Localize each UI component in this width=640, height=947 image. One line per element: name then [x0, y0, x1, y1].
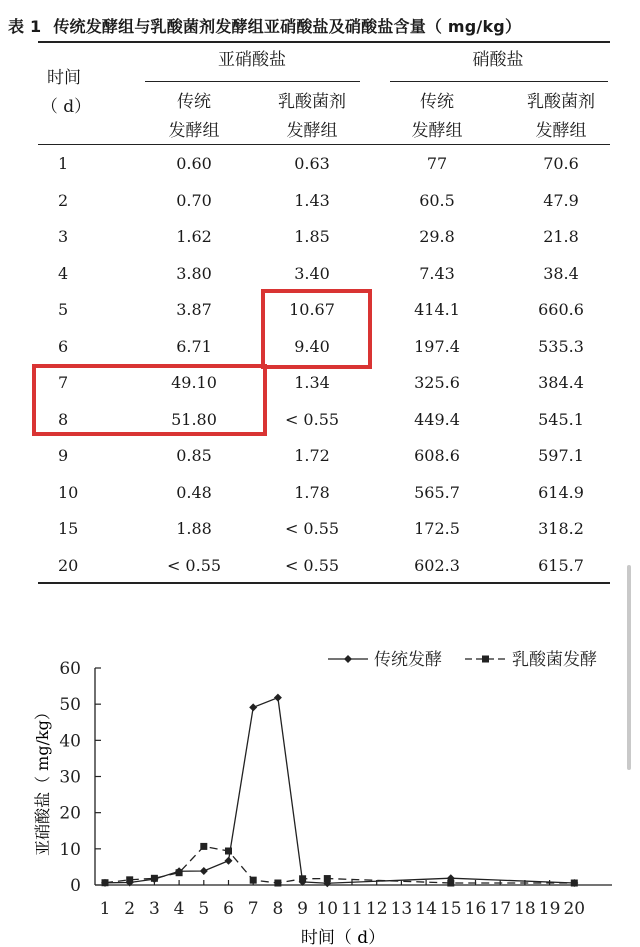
chart-x-tick-label: 5	[198, 899, 210, 919]
header-group-nitrite: 亚硝酸盐	[218, 50, 286, 70]
cell-nitrite-traditional: 1.62	[176, 227, 212, 246]
cell-nitrate-traditional: 608.6	[414, 446, 460, 465]
cell-nitrite-lab: < 0.55	[284, 519, 340, 538]
point-lab	[447, 880, 454, 887]
chart-x-tick-label: 14	[415, 899, 437, 919]
cell-day: 9	[58, 446, 69, 465]
cell-nitrite-traditional: 0.48	[176, 482, 212, 502]
cell-nitrate-lab: 597.1	[538, 446, 584, 465]
cell-nitrate-traditional: 602.3	[414, 555, 460, 575]
chart-x-tick-label: 6	[223, 899, 234, 919]
cell-day: 4	[58, 263, 69, 283]
point-lab	[250, 877, 257, 884]
cell-nitrate-lab: 615.7	[538, 555, 584, 575]
header-nitrite-traditional-2: 发酵组	[168, 121, 220, 141]
cell-nitrite-traditional: 3.87	[176, 300, 212, 319]
cell-nitrate-lab: 38.4	[543, 263, 579, 283]
chart-x-tick-label: 1	[99, 899, 111, 919]
legend-label-lab: 乳酸菌发酵	[512, 650, 597, 670]
table-number: 表 1	[8, 17, 42, 36]
cell-nitrite-traditional: 1.88	[176, 519, 212, 538]
cell-day: 1	[58, 154, 69, 173]
legend-marker-lab	[482, 656, 489, 663]
cell-nitrite-lab: 0.63	[294, 154, 330, 173]
cell-nitrate-lab: 384.4	[538, 373, 584, 392]
cell-nitrate-lab: 614.9	[538, 482, 584, 502]
chart-x-axis-label: 时间（ d）	[300, 928, 386, 947]
chart-y-tick-label: 30	[59, 767, 81, 788]
legend-marker-traditional	[344, 655, 352, 663]
header-group-nitrate: 硝酸盐	[472, 50, 524, 70]
cell-nitrite-traditional: < 0.55	[166, 555, 222, 575]
chart-x-tick-label: 13	[390, 899, 413, 919]
cell-nitrate-traditional: 197.4	[414, 336, 460, 356]
chart-legend	[328, 650, 597, 670]
chart-x-tick-label: 9	[297, 899, 309, 919]
cell-nitrite-lab: 10.67	[289, 300, 335, 319]
cell-nitrate-lab: 21.8	[543, 227, 579, 246]
header-nitrite-lab-2: 发酵组	[286, 121, 338, 141]
cell-nitrate-traditional: 449.4	[414, 409, 460, 429]
chart-x-tick-label: 17	[489, 899, 512, 919]
cell-nitrite-traditional: 0.70	[176, 190, 212, 210]
cell-day: 6	[58, 336, 69, 356]
point-lab	[324, 875, 331, 882]
point-lab	[200, 843, 207, 850]
point-lab	[102, 879, 109, 886]
cell-nitrate-traditional: 29.8	[419, 227, 455, 246]
cell-day: 3	[58, 227, 69, 246]
cell-nitrate-traditional: 325.6	[414, 373, 460, 392]
header-nitrite-lab-1: 乳酸菌剂	[278, 92, 346, 112]
cell-nitrite-traditional: 0.85	[176, 446, 212, 465]
cell-nitrate-lab: 535.3	[538, 336, 584, 356]
point-traditional	[225, 857, 233, 865]
point-lab	[151, 875, 158, 882]
chart-y-tick-label: 10	[59, 839, 81, 860]
point-traditional	[200, 867, 208, 875]
legend-label-traditional: 传统发酵	[374, 650, 442, 670]
header-nitrate-traditional-2: 发酵组	[411, 121, 463, 141]
chart-series	[101, 694, 578, 888]
cell-nitrite-lab: 3.40	[294, 263, 330, 283]
cell-nitrite-traditional: 3.80	[176, 263, 212, 283]
chart-y-tick-label: 0	[70, 876, 81, 896]
cell-nitrate-lab: 318.2	[538, 519, 584, 538]
header-nitrite-traditional-1: 传统	[177, 92, 211, 112]
point-lab	[274, 880, 281, 887]
chart-y-tick-label: 50	[59, 695, 81, 716]
cell-nitrate-lab: 70.6	[543, 154, 579, 173]
chart-x-tick-label: 7	[247, 899, 259, 919]
cell-nitrate-traditional: 60.5	[419, 190, 455, 210]
chart-y-tick-label: 40	[59, 731, 81, 752]
cell-nitrite-traditional: 49.10	[171, 373, 217, 392]
cell-day: 10	[58, 482, 79, 502]
chart-y-tick-label: 20	[59, 803, 81, 824]
series-line-traditional	[105, 698, 574, 884]
chart-x-tick-label: 12	[365, 899, 388, 919]
cell-nitrite-traditional: 0.60	[176, 154, 212, 173]
cell-day: 20	[58, 555, 79, 575]
series-line-lab	[105, 846, 574, 883]
cell-day: 5	[58, 300, 69, 319]
cell-nitrate-traditional: 7.43	[419, 263, 455, 283]
chart-axes	[59, 659, 612, 919]
point-traditional	[274, 694, 282, 702]
cell-nitrite-lab: 9.40	[294, 336, 330, 356]
chart-x-tick-label: 20	[563, 899, 586, 919]
cell-nitrate-traditional: 414.1	[414, 300, 460, 319]
chart-x-tick-label: 11	[341, 899, 363, 919]
chart-y-axis-label: 亚硝酸盐（ mg/kg）	[33, 704, 52, 856]
header-nitrate-lab-1: 乳酸菌剂	[527, 92, 595, 112]
point-lab	[571, 880, 578, 887]
cell-day: 2	[58, 190, 69, 210]
cell-nitrite-traditional: 6.71	[176, 336, 212, 356]
point-lab	[126, 876, 133, 883]
point-traditional	[249, 703, 257, 711]
header-time-line1: 时间	[47, 68, 81, 88]
cell-nitrate-lab: 47.9	[543, 190, 579, 210]
cell-nitrite-lab: 1.85	[294, 227, 330, 246]
point-lab	[299, 875, 306, 882]
cell-nitrate-lab: 545.1	[538, 409, 584, 429]
cell-nitrite-lab: 1.72	[294, 446, 330, 465]
cell-nitrite-lab: < 0.55	[284, 409, 340, 429]
chart-y-tick-label: 60	[59, 659, 81, 679]
cell-day: 7	[58, 373, 69, 392]
cell-day: 8	[58, 409, 69, 429]
chart-x-tick-label: 4	[173, 899, 185, 919]
header-nitrate-traditional-1: 传统	[420, 92, 454, 112]
cell-nitrate-traditional: 565.7	[414, 482, 460, 502]
cell-nitrite-lab: 1.34	[294, 373, 330, 392]
cell-day: 15	[58, 519, 79, 538]
chart-x-tick-label: 2	[124, 899, 136, 919]
point-lab	[225, 848, 232, 855]
chart-x-tick-label: 10	[316, 899, 339, 919]
chart-x-tick-label: 3	[148, 899, 160, 919]
cell-nitrate-lab: 660.6	[538, 300, 584, 319]
cell-nitrite-traditional: 51.80	[171, 409, 217, 429]
cell-nitrite-lab: 1.43	[294, 190, 330, 210]
table-title-text: 传统发酵组与乳酸菌剂发酵组亚硝酸盐及硝酸盐含量（ mg/kg）	[53, 17, 522, 36]
chart-x-tick-label: 16	[464, 899, 487, 919]
cell-nitrite-lab: < 0.55	[284, 555, 340, 575]
chart-x-tick-label: 19	[538, 899, 561, 919]
chart-x-tick-label: 8	[272, 899, 284, 919]
header-time-line2: （ d）	[40, 97, 92, 117]
point-lab	[176, 869, 183, 876]
header-nitrate-lab-2: 发酵组	[535, 121, 587, 141]
cell-nitrate-traditional: 77	[426, 154, 448, 173]
chart-x-tick-label: 15	[439, 899, 462, 919]
cell-nitrite-lab: 1.78	[294, 482, 330, 502]
cell-nitrate-traditional: 172.5	[414, 519, 460, 538]
chart-x-tick-label: 18	[514, 899, 536, 919]
